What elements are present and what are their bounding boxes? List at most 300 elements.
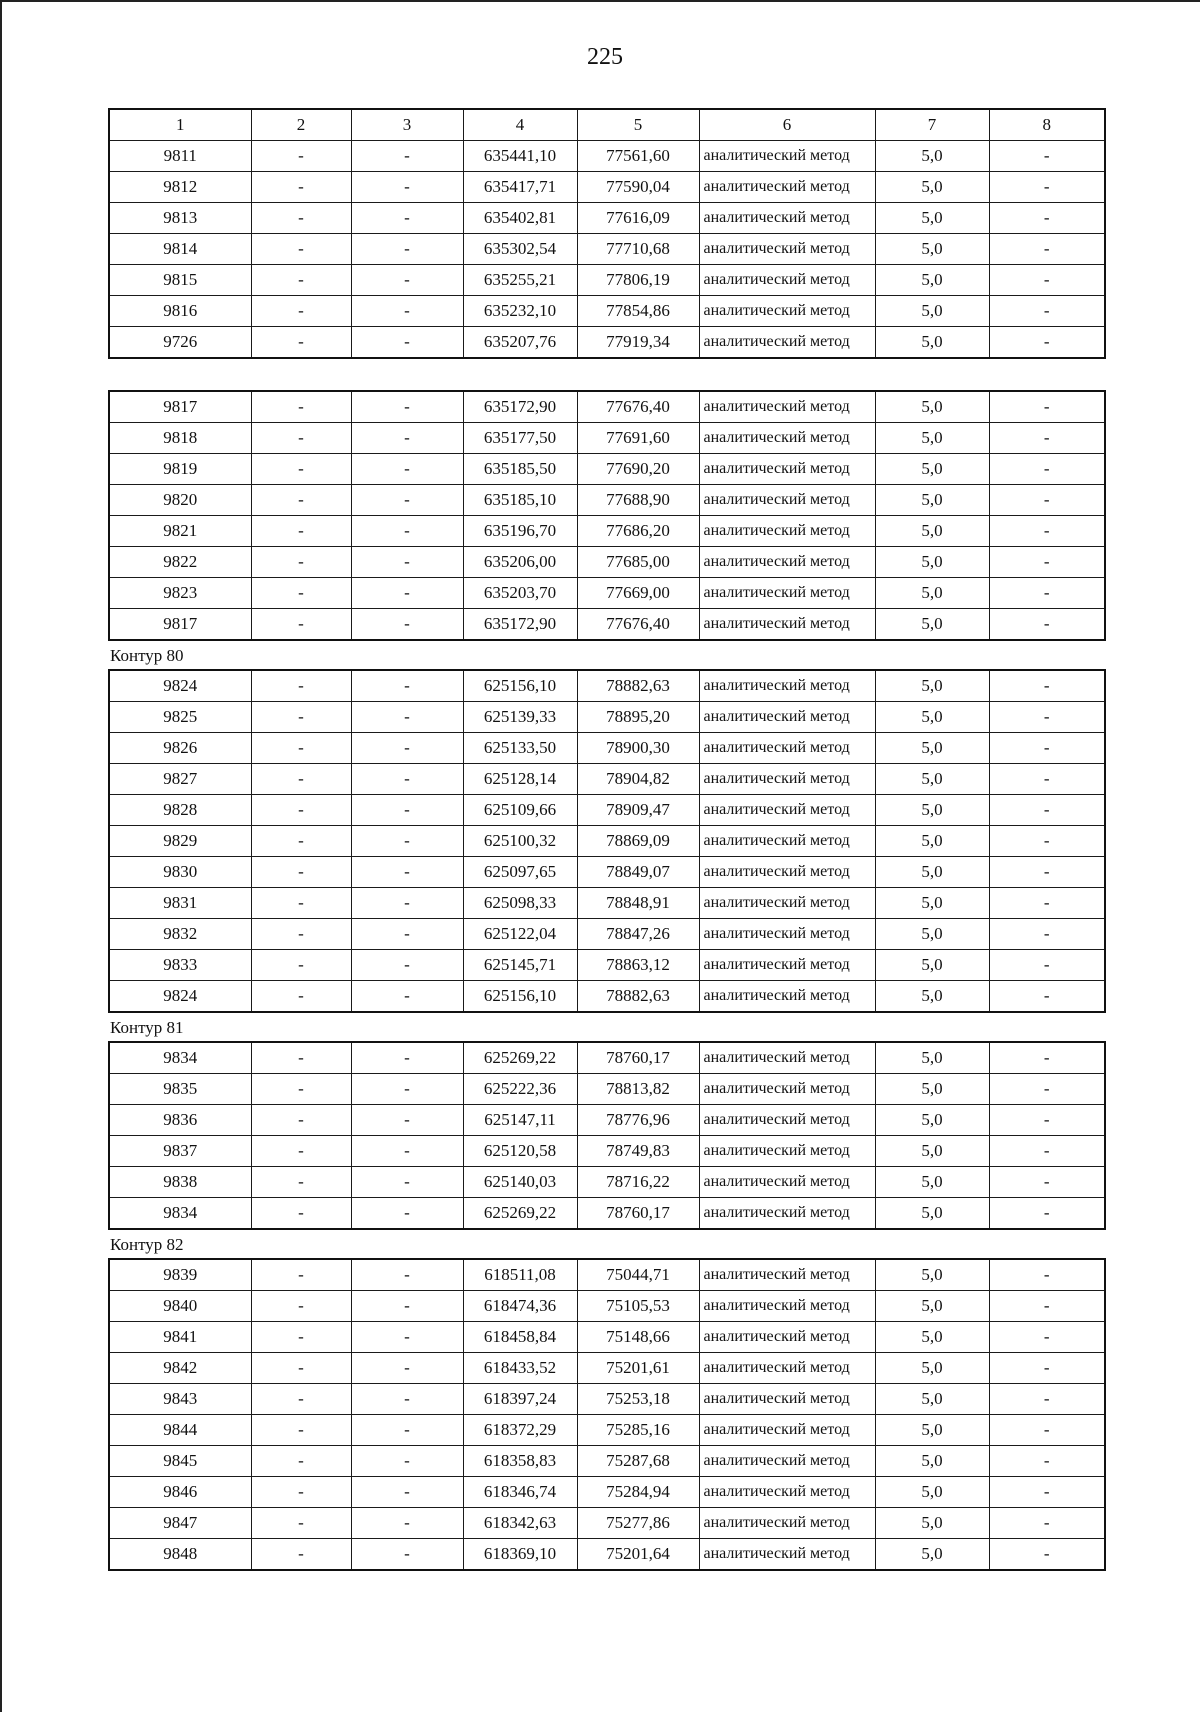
table-cell: 78776,96 — [577, 1105, 699, 1136]
page-number: 225 — [587, 44, 623, 70]
table-cell: - — [251, 764, 351, 795]
table-cell: - — [251, 296, 351, 327]
table-cell: 9846 — [109, 1477, 251, 1508]
table-cell: 9817 — [109, 391, 251, 423]
table-cell: - — [251, 547, 351, 578]
table-cell: 5,0 — [875, 857, 989, 888]
table-cell: 5,0 — [875, 950, 989, 981]
table-cell: - — [989, 234, 1105, 265]
scan-left-edge — [0, 0, 2, 1712]
table-cell: 78882,63 — [577, 981, 699, 1013]
table-cell: 75148,66 — [577, 1322, 699, 1353]
table-cell: 9832 — [109, 919, 251, 950]
table-cell: - — [251, 888, 351, 919]
table-cell: 5,0 — [875, 826, 989, 857]
table-cell: 5,0 — [875, 485, 989, 516]
table-row — [109, 172, 1105, 203]
table-cell: - — [251, 670, 351, 702]
table-cell: - — [251, 423, 351, 454]
table-cell: - — [989, 1136, 1105, 1167]
table-row — [109, 1415, 1105, 1446]
table-cell: - — [351, 423, 463, 454]
table-cell: 625140,03 — [463, 1167, 577, 1198]
table-cell: 5,0 — [875, 234, 989, 265]
table-cell: - — [251, 1539, 351, 1571]
table-cell: 5,0 — [875, 1136, 989, 1167]
table-cell: - — [351, 609, 463, 641]
table-cell: 77919,34 — [577, 327, 699, 359]
table-row — [109, 1384, 1105, 1415]
table-cell: 75285,16 — [577, 1415, 699, 1446]
table-cell: - — [351, 919, 463, 950]
table-cell: 77561,60 — [577, 141, 699, 172]
table-cell: 5,0 — [875, 578, 989, 609]
table-cell: аналитический метод — [699, 1353, 875, 1384]
table-cell: - — [251, 1105, 351, 1136]
table-cell: - — [251, 234, 351, 265]
table-cell: 9827 — [109, 764, 251, 795]
table-cell: 5,0 — [875, 609, 989, 641]
table-row — [109, 485, 1105, 516]
table-cell: аналитический метод — [699, 234, 875, 265]
table-cell: 78904,82 — [577, 764, 699, 795]
table-cell: аналитический метод — [699, 454, 875, 485]
table-cell: аналитический метод — [699, 1198, 875, 1230]
table-cell: - — [351, 234, 463, 265]
table-cell: 9837 — [109, 1136, 251, 1167]
table-cell: 5,0 — [875, 1415, 989, 1446]
table-cell: 9835 — [109, 1074, 251, 1105]
coordinates-table — [108, 669, 1106, 1013]
table-cell: 77669,00 — [577, 578, 699, 609]
table-cell: аналитический метод — [699, 733, 875, 764]
table-cell: - — [251, 1508, 351, 1539]
table-cell: 635185,50 — [463, 454, 577, 485]
table-cell: 618369,10 — [463, 1539, 577, 1571]
table-cell: - — [989, 733, 1105, 764]
table-cell: 9823 — [109, 578, 251, 609]
column-header: 3 — [351, 109, 463, 141]
table-cell: - — [351, 141, 463, 172]
table-cell: - — [989, 1446, 1105, 1477]
table-cell: - — [989, 296, 1105, 327]
table-cell: - — [251, 950, 351, 981]
table-cell: аналитический метод — [699, 950, 875, 981]
column-header: 7 — [875, 109, 989, 141]
table-cell: 5,0 — [875, 981, 989, 1013]
table-cell: - — [989, 141, 1105, 172]
table-cell: - — [351, 1042, 463, 1074]
table-cell: - — [989, 1322, 1105, 1353]
table-cell: 75287,68 — [577, 1446, 699, 1477]
table-cell: 77710,68 — [577, 234, 699, 265]
table-cell: 5,0 — [875, 516, 989, 547]
table-cell: аналитический метод — [699, 857, 875, 888]
coordinates-table — [108, 390, 1106, 641]
table-cell: - — [989, 454, 1105, 485]
table-cell: - — [251, 172, 351, 203]
table-cell: - — [351, 702, 463, 733]
table-cell: 625222,36 — [463, 1074, 577, 1105]
table-cell: - — [351, 1353, 463, 1384]
table-cell: - — [351, 733, 463, 764]
table-cell: - — [351, 172, 463, 203]
table-cell: 635172,90 — [463, 391, 577, 423]
table-cell: - — [251, 919, 351, 950]
table-cell: аналитический метод — [699, 547, 875, 578]
table-cell: - — [351, 1539, 463, 1571]
table-cell: - — [989, 547, 1105, 578]
table-row — [109, 764, 1105, 795]
table-row — [109, 1042, 1105, 1074]
table-cell: 9812 — [109, 172, 251, 203]
table-cell: аналитический метод — [699, 764, 875, 795]
table-cell: 5,0 — [875, 1508, 989, 1539]
table-cell: 9847 — [109, 1508, 251, 1539]
table-cell: - — [989, 670, 1105, 702]
table-cell: 618342,63 — [463, 1508, 577, 1539]
table-cell: - — [251, 1259, 351, 1291]
table-row — [109, 547, 1105, 578]
table-cell: - — [251, 1477, 351, 1508]
table-cell: - — [251, 1198, 351, 1230]
table-cell: 635232,10 — [463, 296, 577, 327]
table-cell: - — [351, 578, 463, 609]
table-cell: - — [989, 1508, 1105, 1539]
table-cell: аналитический метод — [699, 1477, 875, 1508]
table-row — [109, 1105, 1105, 1136]
table-cell: 78813,82 — [577, 1074, 699, 1105]
table-cell: - — [251, 578, 351, 609]
table-cell: 78900,30 — [577, 733, 699, 764]
table-cell: 9824 — [109, 670, 251, 702]
table-cell: 9820 — [109, 485, 251, 516]
table-cell: 78760,17 — [577, 1042, 699, 1074]
table-cell: 9842 — [109, 1353, 251, 1384]
table-row — [109, 234, 1105, 265]
table-cell: - — [351, 1259, 463, 1291]
table-cell: - — [989, 203, 1105, 234]
table-cell: 9821 — [109, 516, 251, 547]
table-row — [109, 423, 1105, 454]
table-cell: аналитический метод — [699, 203, 875, 234]
table-cell: - — [351, 1167, 463, 1198]
table-row — [109, 1167, 1105, 1198]
table-cell: - — [251, 981, 351, 1013]
table-cell: 9826 — [109, 733, 251, 764]
table-cell: аналитический метод — [699, 826, 875, 857]
table-cell: 5,0 — [875, 1167, 989, 1198]
table-cell: - — [351, 485, 463, 516]
table-cell: 635177,50 — [463, 423, 577, 454]
section-gap — [108, 359, 1104, 390]
table-cell: аналитический метод — [699, 296, 875, 327]
table-cell: 5,0 — [875, 919, 989, 950]
table-cell: - — [351, 547, 463, 578]
table-cell: 618346,74 — [463, 1477, 577, 1508]
table-cell: 635302,54 — [463, 234, 577, 265]
table-cell: 9829 — [109, 826, 251, 857]
table-row — [109, 1446, 1105, 1477]
table-cell: - — [989, 578, 1105, 609]
table-cell: 9816 — [109, 296, 251, 327]
table-cell: 625100,32 — [463, 826, 577, 857]
table-cell: 78847,26 — [577, 919, 699, 950]
table-cell: - — [251, 702, 351, 733]
table-cell: - — [989, 423, 1105, 454]
table-cell: - — [351, 516, 463, 547]
table-cell: - — [251, 1167, 351, 1198]
table-cell: 625133,50 — [463, 733, 577, 764]
table-cell: 9836 — [109, 1105, 251, 1136]
scan-top-edge — [0, 0, 1200, 2]
table-cell: 77676,40 — [577, 609, 699, 641]
table-cell: 9845 — [109, 1446, 251, 1477]
table-cell: - — [351, 826, 463, 857]
table-cell: - — [351, 1105, 463, 1136]
table-cell: 77690,20 — [577, 454, 699, 485]
column-header: 4 — [463, 109, 577, 141]
table-row — [109, 1136, 1105, 1167]
table-cell: 618511,08 — [463, 1259, 577, 1291]
table-cell: аналитический метод — [699, 981, 875, 1013]
table-cell: 635172,90 — [463, 609, 577, 641]
column-header: 6 — [699, 109, 875, 141]
table-row — [109, 826, 1105, 857]
table-cell: 5,0 — [875, 454, 989, 485]
table-cell: 9824 — [109, 981, 251, 1013]
table-cell: 77590,04 — [577, 172, 699, 203]
table-cell: аналитический метод — [699, 578, 875, 609]
table-cell: 625109,66 — [463, 795, 577, 826]
table-row — [109, 702, 1105, 733]
table-cell: 77685,00 — [577, 547, 699, 578]
table-row — [109, 670, 1105, 702]
table-cell: 9825 — [109, 702, 251, 733]
table-cell: - — [989, 1259, 1105, 1291]
table-cell: 5,0 — [875, 1384, 989, 1415]
table-cell: 635207,76 — [463, 327, 577, 359]
table-cell: 5,0 — [875, 1042, 989, 1074]
table-cell: аналитический метод — [699, 1259, 875, 1291]
table-cell: 9840 — [109, 1291, 251, 1322]
table-cell: - — [251, 1384, 351, 1415]
column-header: 5 — [577, 109, 699, 141]
table-cell: аналитический метод — [699, 1105, 875, 1136]
table-cell: - — [351, 391, 463, 423]
table-cell: - — [989, 702, 1105, 733]
table-cell: 9838 — [109, 1167, 251, 1198]
table-cell: - — [351, 1074, 463, 1105]
table-cell: - — [351, 1384, 463, 1415]
table-cell: - — [251, 1136, 351, 1167]
table-cell: 75201,64 — [577, 1539, 699, 1571]
table-cell: аналитический метод — [699, 1042, 875, 1074]
table-cell: - — [351, 1322, 463, 1353]
table-cell: - — [251, 391, 351, 423]
table-cell: 75253,18 — [577, 1384, 699, 1415]
table-cell: 5,0 — [875, 733, 989, 764]
table-cell: - — [989, 1384, 1105, 1415]
table-cell: - — [351, 795, 463, 826]
table-cell: 78760,17 — [577, 1198, 699, 1230]
table-cell: 5,0 — [875, 423, 989, 454]
table-cell: 9830 — [109, 857, 251, 888]
table-cell: 5,0 — [875, 1539, 989, 1571]
table-cell: 5,0 — [875, 1477, 989, 1508]
table-cell: 9843 — [109, 1384, 251, 1415]
table-cell: - — [351, 265, 463, 296]
table-cell: - — [989, 1198, 1105, 1230]
table-cell: - — [351, 296, 463, 327]
table-cell: 5,0 — [875, 203, 989, 234]
table-cell: - — [251, 454, 351, 485]
table-cell: аналитический метод — [699, 1508, 875, 1539]
table-cell: 625269,22 — [463, 1198, 577, 1230]
table-row — [109, 1508, 1105, 1539]
table-cell: 5,0 — [875, 547, 989, 578]
table-cell: - — [989, 764, 1105, 795]
table-cell: аналитический метод — [699, 1322, 875, 1353]
table-cell: 5,0 — [875, 296, 989, 327]
table-cell: 5,0 — [875, 1105, 989, 1136]
table-cell: 5,0 — [875, 1353, 989, 1384]
table-cell: 635196,70 — [463, 516, 577, 547]
table-cell: 5,0 — [875, 391, 989, 423]
table-cell: - — [251, 609, 351, 641]
table-cell: 5,0 — [875, 1446, 989, 1477]
table-cell: аналитический метод — [699, 1074, 875, 1105]
table-cell: 78909,47 — [577, 795, 699, 826]
table-cell: - — [989, 981, 1105, 1013]
table-cell: 78895,20 — [577, 702, 699, 733]
table-cell: - — [351, 1136, 463, 1167]
table-row — [109, 1477, 1105, 1508]
table-cell: 9817 — [109, 609, 251, 641]
table-cell: - — [251, 1446, 351, 1477]
table-cell: 625269,22 — [463, 1042, 577, 1074]
table-cell: 78882,63 — [577, 670, 699, 702]
table-cell: 75284,94 — [577, 1477, 699, 1508]
table-cell: аналитический метод — [699, 423, 875, 454]
table-cell: 5,0 — [875, 1259, 989, 1291]
table-row — [109, 454, 1105, 485]
table-row — [109, 1198, 1105, 1230]
table-row — [109, 795, 1105, 826]
table-cell: - — [251, 1322, 351, 1353]
table-cell: 75201,61 — [577, 1353, 699, 1384]
table-cell: 618372,29 — [463, 1415, 577, 1446]
table-cell: 5,0 — [875, 172, 989, 203]
table-cell: 618433,52 — [463, 1353, 577, 1384]
table-row — [109, 516, 1105, 547]
table-cell: - — [989, 1477, 1105, 1508]
table-row — [109, 296, 1105, 327]
table-cell: аналитический метод — [699, 1415, 875, 1446]
table-row — [109, 1259, 1105, 1291]
table-cell: аналитический метод — [699, 795, 875, 826]
table-cell: 78749,83 — [577, 1136, 699, 1167]
table-cell: - — [351, 1415, 463, 1446]
table-row — [109, 609, 1105, 641]
contour-label: Контур 82 — [110, 1235, 184, 1254]
table-cell: 78849,07 — [577, 857, 699, 888]
table-row — [109, 327, 1105, 359]
table-cell: - — [989, 1539, 1105, 1571]
table-cell: - — [351, 1477, 463, 1508]
table-cell: 625122,04 — [463, 919, 577, 950]
table-row — [109, 919, 1105, 950]
table-row — [109, 203, 1105, 234]
table-cell: аналитический метод — [699, 919, 875, 950]
table-row — [109, 888, 1105, 919]
table-cell: - — [989, 1167, 1105, 1198]
table-cell: 618474,36 — [463, 1291, 577, 1322]
table-row — [109, 578, 1105, 609]
column-header-row — [109, 109, 1105, 141]
table-cell: 9841 — [109, 1322, 251, 1353]
column-header: 2 — [251, 109, 351, 141]
table-cell: - — [989, 1105, 1105, 1136]
table-cell: - — [351, 454, 463, 485]
table-cell: - — [989, 485, 1105, 516]
table-cell: 625128,14 — [463, 764, 577, 795]
table-cell: - — [251, 1042, 351, 1074]
table-cell: - — [989, 888, 1105, 919]
table-cell: 77688,90 — [577, 485, 699, 516]
table-cell: аналитический метод — [699, 1291, 875, 1322]
table-cell: 75277,86 — [577, 1508, 699, 1539]
table-cell: - — [989, 1042, 1105, 1074]
table-cell: 9833 — [109, 950, 251, 981]
table-cell: 635417,71 — [463, 172, 577, 203]
table-cell: 78716,22 — [577, 1167, 699, 1198]
table-cell: аналитический метод — [699, 609, 875, 641]
table-cell: 9822 — [109, 547, 251, 578]
table-cell: - — [251, 1074, 351, 1105]
table-cell: - — [251, 733, 351, 764]
table-cell: 9815 — [109, 265, 251, 296]
table-cell: - — [989, 857, 1105, 888]
table-cell: 77616,09 — [577, 203, 699, 234]
table-cell: 9844 — [109, 1415, 251, 1446]
table-cell: - — [251, 485, 351, 516]
table-cell: 9828 — [109, 795, 251, 826]
table-cell: - — [351, 888, 463, 919]
table-cell: 77686,20 — [577, 516, 699, 547]
table-cell: - — [989, 1074, 1105, 1105]
table-cell: 618458,84 — [463, 1322, 577, 1353]
table-cell: аналитический метод — [699, 1384, 875, 1415]
table-cell: 9819 — [109, 454, 251, 485]
table-cell: 5,0 — [875, 888, 989, 919]
table-cell: 5,0 — [875, 702, 989, 733]
table-cell: - — [251, 1353, 351, 1384]
table-cell: 9831 — [109, 888, 251, 919]
table-row — [109, 857, 1105, 888]
table-cell: аналитический метод — [699, 516, 875, 547]
table-row — [109, 950, 1105, 981]
contour-label: Контур 81 — [110, 1018, 184, 1037]
table-cell: 9848 — [109, 1539, 251, 1571]
table-cell: - — [989, 950, 1105, 981]
table-cell: аналитический метод — [699, 1136, 875, 1167]
table-cell: - — [251, 826, 351, 857]
table-cell: - — [989, 265, 1105, 296]
table-cell: - — [251, 857, 351, 888]
table-cell: 625120,58 — [463, 1136, 577, 1167]
table-cell: 5,0 — [875, 327, 989, 359]
